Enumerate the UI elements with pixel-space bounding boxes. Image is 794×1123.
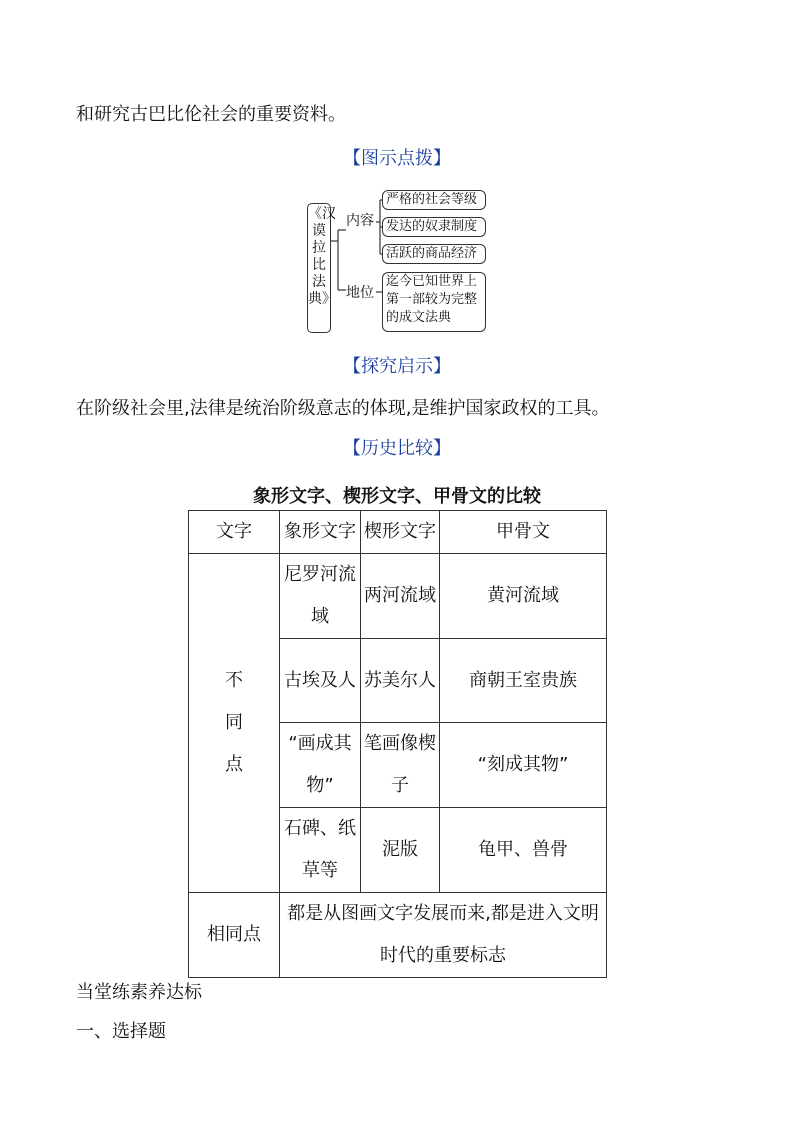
content-item: 发达的奴隶制度 [382,217,486,237]
header-cell: 甲骨文 [440,511,607,554]
table-row [189,554,607,639]
section-heading-diagram: 【图示点拨】 [343,148,451,169]
law-code-diagram [300,186,500,336]
content-item: 严格的社会等级 [382,190,486,210]
table-cell: “画成其物” [280,723,361,808]
practice-heading: 当堂练素养达标 [76,982,202,1003]
same-label: 相同点 [189,893,280,978]
table-cell: 黄河流域 [440,554,607,639]
table-cell: 商朝王室贵族 [440,639,607,723]
table-cell: “刻成其物” [440,723,607,808]
table-title: 象形文字、楔形文字、甲骨文的比较 [253,486,541,507]
table-cell: 尼罗河流域 [280,554,361,639]
table-cell: 龟甲、兽骨 [440,808,607,893]
header-cell: 文字 [189,511,280,554]
header-cell: 楔形文字 [361,511,440,554]
status-item: 迄今已知世界上第一部较为完整的成文法典 [382,272,486,332]
table-cell: 苏美尔人 [361,639,440,723]
table-cell: 两河流域 [361,554,440,639]
practice-subheading: 一、选择题 [76,1021,166,1042]
table-cell: 石碑、纸草等 [280,808,361,893]
diff-label-cell [189,554,280,893]
insight-text: 在阶级社会里,法律是统治阶级意志的体现,是维护国家政权的工具。 [76,398,610,419]
header-cell: 象形文字 [280,511,361,554]
table-cell: 笔画像楔子 [361,723,440,808]
section-heading-comparison: 【历史比较】 [343,438,451,459]
comparison-table [188,510,607,978]
diff-label: 不同点 [225,670,243,775]
table-row [189,893,607,978]
branch-content-label: 内容 [346,213,374,229]
branch-status-label: 地位 [346,285,374,301]
diagram-title: 《汉谟拉比法典》 [307,203,331,333]
section-heading-insight: 【探究启示】 [343,356,451,377]
table-cell: 泥版 [361,808,440,893]
table-header-row [189,511,607,554]
table-cell: 古埃及人 [280,639,361,723]
content-item: 活跃的商品经济 [382,244,486,264]
same-text: 都是从图画文字发展而来,都是进入文明时代的重要标志 [280,893,607,978]
intro-line: 和研究古巴比伦社会的重要资料。 [76,104,346,125]
